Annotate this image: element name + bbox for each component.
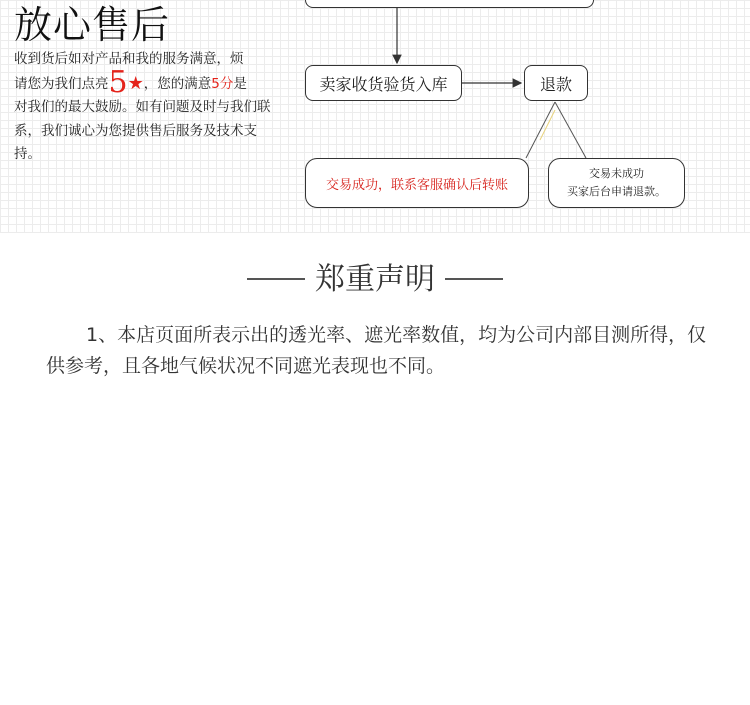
star-icon: ★	[127, 72, 144, 94]
trade-success-box: 交易成功，联系客服确认后转账	[305, 158, 529, 208]
refund-flowchart	[0, 0, 750, 233]
notice-body-text: 1、本店页面所表示出的透光率、遮光率数值，均为公司内部目测所得，仅供参考，且各地气候状况不同遮光表现也不同。	[46, 324, 707, 377]
intro-line-2a: 请您为我们点亮	[14, 75, 109, 92]
notice-title-text: 郑重声明	[315, 262, 435, 297]
refund-callout-right	[555, 102, 586, 158]
trade-fail-box	[548, 158, 685, 208]
callout-highlight	[540, 110, 555, 140]
trade-fail-line-2: 买家后台申请退款。	[567, 185, 666, 198]
five-points-text: 5分	[211, 75, 234, 92]
heading-dash-right	[445, 278, 503, 280]
refund-callout-left	[526, 102, 555, 158]
heading-dash-left	[247, 278, 305, 280]
five-star-number: 5	[108, 64, 128, 100]
intro-line-2b: ，您的满意	[143, 75, 212, 92]
trade-fail-line-1: 交易未成功	[589, 167, 644, 180]
notice-heading	[0, 258, 750, 302]
refund-box: 退款	[524, 65, 588, 101]
intro-rest: 对我们的最大鼓励。如有问题及时与我们联系，我们诚心为您提供售后服务及技术支持。	[14, 99, 271, 162]
intro-line-1: 收到货后如对产品和我的服务满意，烦	[14, 51, 244, 67]
intro-line-2c: 是	[233, 75, 247, 92]
seller-receives-box: 卖家收货验货入库	[305, 65, 462, 101]
after-sales-title: 放心售后	[14, 3, 171, 47]
previous-step-box	[305, 0, 594, 8]
